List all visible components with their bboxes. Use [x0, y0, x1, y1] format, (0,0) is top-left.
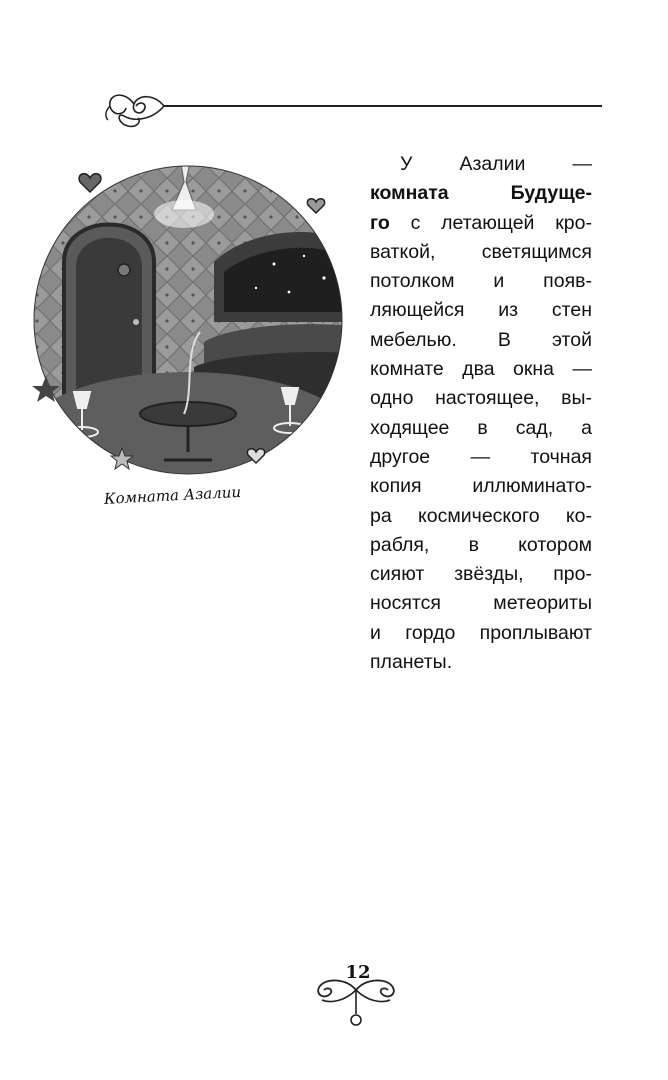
text-word: мебелью. — [370, 328, 457, 351]
text-word: появ- — [543, 270, 592, 293]
text-word: в — [468, 533, 479, 556]
text-word: метеориты — [493, 592, 592, 615]
text-word: и — [493, 270, 505, 293]
text-word: кро- — [555, 211, 592, 234]
text-word: сад, — [515, 416, 554, 439]
text-word: в — [477, 416, 488, 439]
text-word: настоящее, — [435, 387, 540, 410]
text-line — [370, 531, 592, 560]
text-line — [370, 443, 592, 472]
text-line — [370, 238, 592, 267]
text-word: В — [497, 328, 511, 351]
body-text — [370, 150, 592, 677]
text-word: светящимся — [481, 240, 592, 263]
text-line — [370, 560, 592, 589]
text-line — [370, 267, 592, 296]
text-line — [370, 150, 592, 179]
text-word: летающей — [441, 211, 535, 234]
header-flourish-ornament — [104, 86, 604, 130]
text-line — [370, 296, 592, 325]
text-word: ко- — [565, 504, 592, 527]
text-line — [370, 619, 592, 648]
text-word: комната — [370, 182, 449, 205]
text-line — [370, 326, 592, 355]
text-word: космического — [418, 504, 540, 527]
text-line — [370, 589, 592, 618]
text-word: гордо — [405, 621, 456, 644]
text-word: окна — [513, 358, 555, 381]
footer-flourish-ornament — [306, 960, 406, 1030]
text-word: звёзды, — [454, 563, 524, 586]
text-line — [370, 472, 592, 501]
text-word: рабля, — [370, 533, 430, 556]
text-word: про- — [553, 563, 592, 586]
text-word: из — [498, 299, 519, 322]
text-word: У — [400, 153, 413, 175]
text-word: котором — [518, 533, 592, 556]
text-word: копия — [370, 475, 422, 498]
text-word: — — [572, 153, 592, 175]
text-word: сияют — [370, 563, 425, 586]
text-word: проплывают — [479, 621, 592, 644]
text-word: ра — [370, 504, 392, 527]
room-illustration — [24, 152, 354, 482]
text-word: стен — [551, 299, 592, 322]
text-word: одно — [370, 387, 414, 410]
text-line — [370, 209, 592, 238]
text-line — [370, 414, 592, 443]
text-word: с — [410, 211, 421, 234]
text-word: — — [470, 445, 491, 468]
text-word: носятся — [370, 592, 441, 615]
illustration-caption: Комната Азалии — [103, 482, 242, 508]
text-line — [370, 179, 592, 208]
text-word: и — [370, 621, 381, 644]
text-word: потолком — [370, 270, 455, 293]
text-word: ваткой, — [370, 240, 436, 263]
text-word: планеты. — [370, 651, 453, 674]
text-line — [370, 384, 592, 413]
text-word: другое — [370, 445, 431, 468]
text-word: ляющейся — [370, 299, 465, 322]
text-line — [370, 648, 592, 677]
text-word: — — [572, 358, 592, 381]
text-word: Будуще- — [510, 182, 592, 205]
text-word: два — [462, 358, 495, 381]
text-line — [370, 502, 592, 531]
page-number: 12 — [345, 962, 371, 983]
text-word: вы- — [561, 387, 592, 410]
text-word: точная — [530, 445, 592, 468]
text-word: иллюминато- — [472, 475, 592, 498]
text-word: ходящее — [370, 416, 450, 439]
text-word: Азалии — [459, 153, 526, 175]
text-line — [370, 355, 592, 384]
text-word: го — [370, 211, 390, 234]
text-word: комнате — [370, 358, 444, 381]
text-word: а — [581, 416, 592, 439]
text-word: этой — [552, 328, 592, 351]
